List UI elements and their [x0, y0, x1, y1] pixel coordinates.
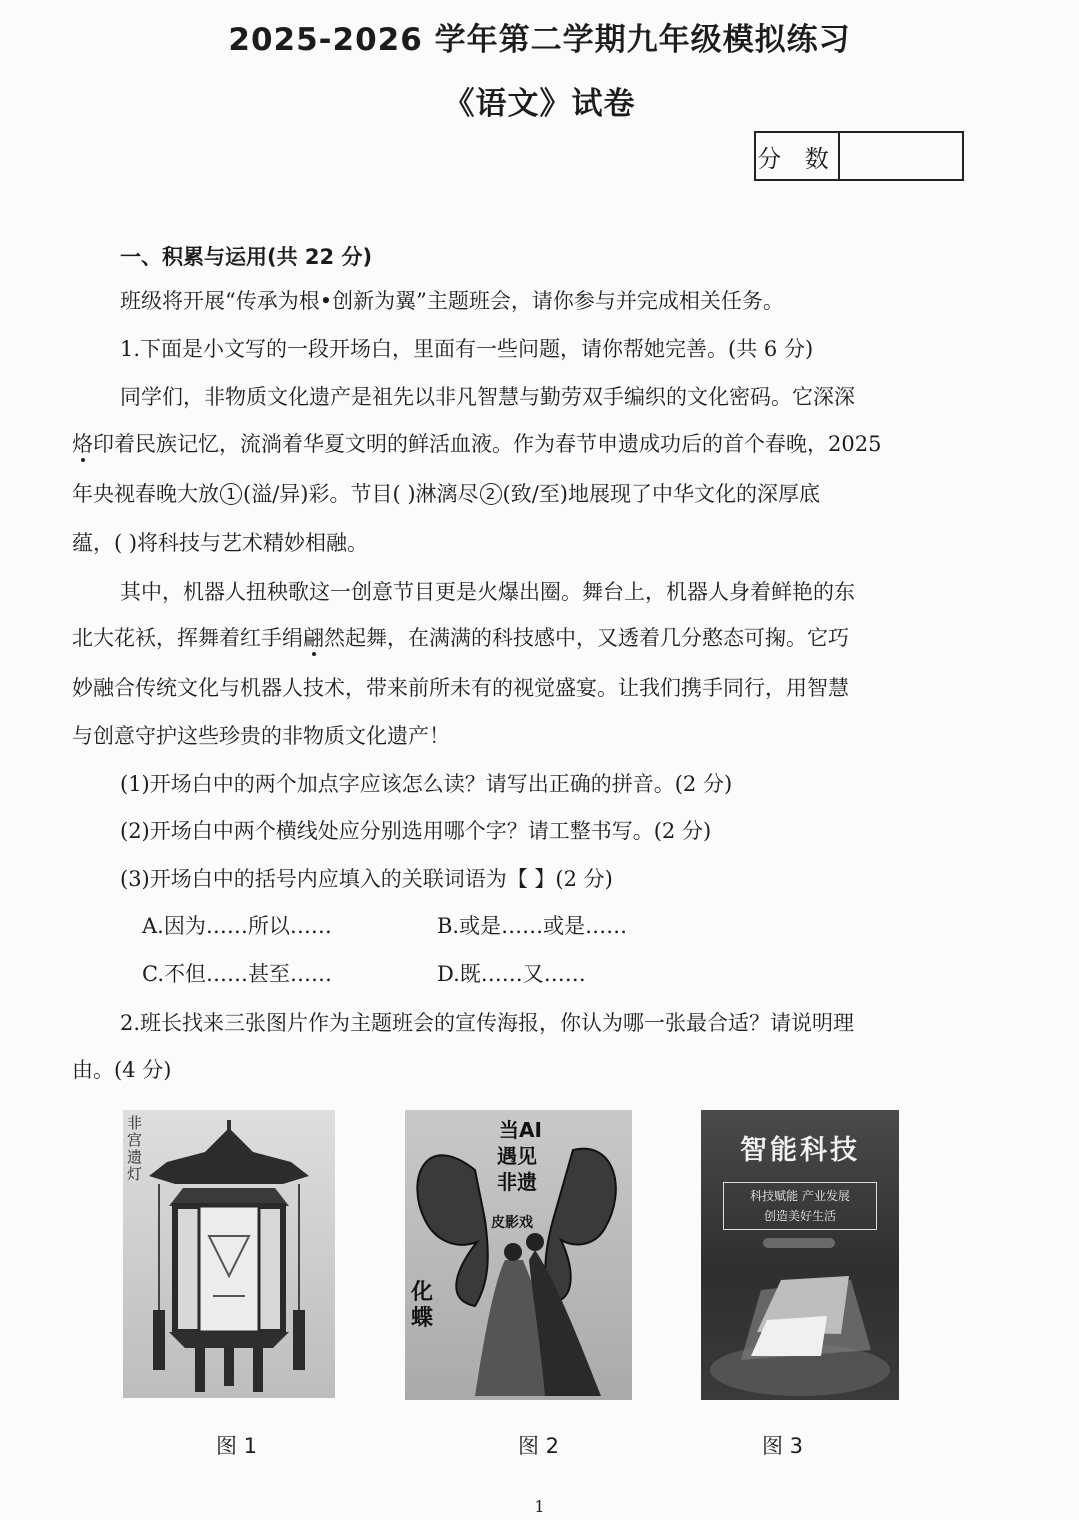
passage-line: [72, 432, 881, 456]
question-2-stem-cont: 由。(4 分): [72, 1058, 172, 1082]
poster-3-tagline-1: 科技赋能 产业发展: [750, 1189, 850, 1203]
lantern-graphic: [123, 1110, 335, 1398]
passage-line: [72, 626, 849, 650]
option-d: D.既……又……: [437, 962, 586, 986]
passage-line: [72, 482, 820, 506]
passage-line: 同学们，非物质文化遗产是祖先以非凡智慧与勤劳双手编织的文化密码。它深深: [120, 385, 855, 409]
poster-3-title: 智能科技: [740, 1135, 860, 1166]
poster-1-label: 非宫遗灯: [127, 1114, 143, 1183]
poster-3-tech: [701, 1110, 899, 1400]
passage-text: 印着民族记忆，流淌着华夏文明的鲜活血液。作为春节申遗成功后的首个春晚，2025: [93, 432, 882, 456]
circled-number-2: 2: [480, 483, 502, 505]
question-1-stem: 1.下面是小文写的一段开场白，里面有一些问题，请你帮她完善。(共 6 分): [120, 337, 814, 361]
subquestion-2: (2)开场白中两个横线处应分别选用哪个字？请工整书写。(2 分): [120, 819, 712, 843]
passage-line: 与创意守护这些珍贵的非物质文化遗产！: [72, 724, 450, 748]
passage-text: 然起舞，在满满的科技感中，又透着几分憨态可掬。它巧: [324, 626, 849, 650]
score-box: [754, 131, 964, 181]
passage-line: 妙融合传统文化与机器人技术，带来前所未有的视觉盛宴。让我们携手同行，用智慧: [72, 676, 849, 700]
exam-title: 2025-2026 学年第二学期九年级模拟练习: [228, 22, 851, 58]
option-b: B.或是……或是……: [437, 914, 628, 938]
passage-line: 其中，机器人扭秧歌这一创意节目更是火爆出圈。舞台上，机器人身着鲜艳的东: [120, 580, 855, 604]
dotted-character: 烙: [72, 432, 93, 456]
circled-number-1: 1: [220, 483, 242, 505]
poster-2-butterfly: [405, 1110, 632, 1400]
figure-caption-1: 图 1: [216, 1434, 258, 1458]
passage-text: 北大花袄，挥舞着红手绢: [72, 626, 303, 650]
score-field[interactable]: [840, 133, 962, 179]
passage-text: 年央视春晚大放: [72, 482, 219, 506]
poster-2-line4: 皮影戏: [491, 1215, 533, 1231]
exam-subtitle: 《语文》试卷: [443, 86, 636, 122]
poster-2-line1: 当AI: [499, 1118, 542, 1142]
figure-caption-2: 图 2: [518, 1434, 560, 1458]
poster-2-side-text: 化蝶: [411, 1280, 434, 1331]
option-a: A.因为……所以……: [142, 914, 332, 938]
poster-1-lantern: [123, 1110, 335, 1398]
page-number: 1: [534, 1497, 545, 1516]
section-heading: 一、积累与运用(共 22 分): [120, 245, 373, 269]
poster-2-line3: 非遗: [497, 1170, 537, 1194]
passage-text: (致/至)地展现了中华文化的深厚底: [502, 482, 820, 506]
passage-text: (溢/异)彩。节目( )淋漓尽: [243, 482, 479, 506]
poster-3-tagline-2: 创造美好生活: [763, 1209, 836, 1223]
passage-line: 蕴，( )将科技与艺术精妙相融。: [72, 531, 369, 555]
dotted-character: 翩: [303, 626, 324, 650]
question-2-stem: 2.班长找来三张图片作为主题班会的宣传海报，你认为哪一张最合适？请说明理: [120, 1011, 855, 1035]
tech-graphic: [701, 1110, 899, 1400]
poster-2-line2: 遇见: [497, 1144, 537, 1168]
section-intro: 班级将开展“传承为根•创新为翼”主题班会，请你参与并完成相关任务。: [120, 289, 784, 313]
subquestion-3: (3)开场白中的括号内应填入的关联词语为【 】(2 分): [120, 867, 613, 891]
subquestion-1: (1)开场白中的两个加点字应该怎么读？请写出正确的拼音。(2 分): [120, 772, 733, 796]
option-c: C.不但……甚至……: [142, 962, 332, 986]
score-label: 分 数: [756, 133, 840, 179]
figure-caption-3: 图 3: [762, 1434, 804, 1458]
